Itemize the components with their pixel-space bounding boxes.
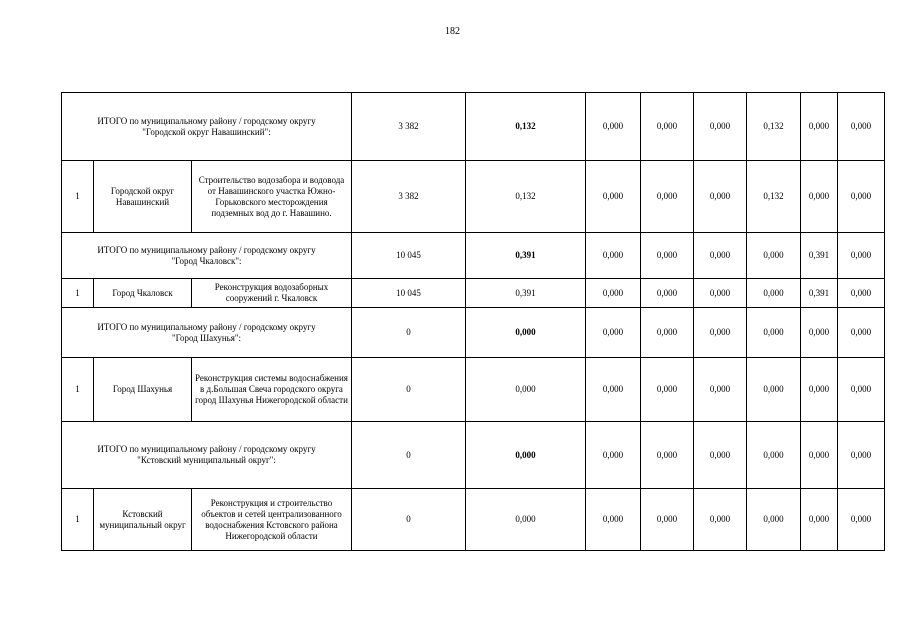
value-cell: 0,000 xyxy=(586,161,641,233)
value-cell: 0,000 xyxy=(747,233,801,279)
total-label: ИТОГО по муниципальному району / городскому округу "Кстовский муниципальный округ": xyxy=(62,422,352,489)
value-cell: 0 xyxy=(352,308,466,358)
value-cell: 0,000 xyxy=(641,308,694,358)
project-name: Строительство водозабора и водовода от Навашинского участка Южно-Горьковского месторождения подземных вод до г. Навашино. xyxy=(192,161,352,233)
value-cell: 0,000 xyxy=(586,308,641,358)
district-name: Кстовский муниципальный округ xyxy=(94,489,192,551)
value-cell: 0,000 xyxy=(694,308,747,358)
value-cell: 0,000 xyxy=(466,489,586,551)
value-cell: 0,000 xyxy=(747,489,801,551)
total-row xyxy=(62,422,885,489)
value-cell: 0,000 xyxy=(838,93,885,161)
value-cell: 0,391 xyxy=(801,233,838,279)
value-cell: 0 xyxy=(352,358,466,422)
value-cell: 0,000 xyxy=(694,93,747,161)
value-cell: 0,132 xyxy=(466,93,586,161)
total-label: ИТОГО по муниципальному району / городскому округу "Город Шахунья": xyxy=(62,308,352,358)
value-cell: 0,000 xyxy=(586,93,641,161)
total-row xyxy=(62,233,885,279)
value-cell: 0,000 xyxy=(838,358,885,422)
project-name: Реконструкция водозаборных сооружений г. Чкаловск xyxy=(192,279,352,308)
value-cell: 0,000 xyxy=(801,489,838,551)
value-cell: 10 045 xyxy=(352,279,466,308)
total-label: ИТОГО по муниципальному району / городскому округу "Городской округ Навашинский": xyxy=(62,93,352,161)
value-cell: 0,000 xyxy=(694,233,747,279)
value-cell: 0,132 xyxy=(747,93,801,161)
value-cell: 0,000 xyxy=(838,422,885,489)
value-cell: 0,000 xyxy=(641,422,694,489)
value-cell: 0,000 xyxy=(838,279,885,308)
district-name: Город Чкаловск xyxy=(94,279,192,308)
value-cell: 0,000 xyxy=(747,279,801,308)
value-cell: 0,000 xyxy=(586,358,641,422)
row-number: 1 xyxy=(62,161,94,233)
item-row xyxy=(62,358,885,422)
row-number: 1 xyxy=(62,279,94,308)
value-cell: 0,000 xyxy=(466,358,586,422)
value-cell: 0,000 xyxy=(641,93,694,161)
value-cell: 0,000 xyxy=(466,422,586,489)
row-number: 1 xyxy=(62,489,94,551)
value-cell: 0,000 xyxy=(641,489,694,551)
value-cell: 0,000 xyxy=(466,308,586,358)
value-cell: 0,000 xyxy=(801,422,838,489)
budget-table xyxy=(61,92,885,551)
total-row xyxy=(62,93,885,161)
project-name: Реконструкция системы водоснабжения в д.Большая Свеча городского округа город Шахунья Нижегородской области xyxy=(192,358,352,422)
value-cell: 0,391 xyxy=(466,279,586,308)
value-cell: 0,000 xyxy=(747,308,801,358)
value-cell: 0,000 xyxy=(641,233,694,279)
district-name: Город Шахунья xyxy=(94,358,192,422)
value-cell: 0,000 xyxy=(641,161,694,233)
value-cell: 0,000 xyxy=(747,422,801,489)
value-cell: 0,000 xyxy=(586,489,641,551)
value-cell: 0 xyxy=(352,489,466,551)
value-cell: 0,000 xyxy=(694,422,747,489)
district-name: Городской округ Навашинский xyxy=(94,161,192,233)
value-cell: 0,000 xyxy=(694,489,747,551)
value-cell: 3 382 xyxy=(352,93,466,161)
value-cell: 0,000 xyxy=(586,422,641,489)
item-row xyxy=(62,489,885,551)
value-cell: 0,000 xyxy=(747,358,801,422)
value-cell: 0,000 xyxy=(838,308,885,358)
value-cell: 0,000 xyxy=(694,358,747,422)
item-row xyxy=(62,161,885,233)
value-cell: 0,000 xyxy=(801,358,838,422)
value-cell: 0,132 xyxy=(747,161,801,233)
value-cell: 0,000 xyxy=(838,489,885,551)
value-cell: 0 xyxy=(352,422,466,489)
page-number: 182 xyxy=(445,26,460,37)
row-number: 1 xyxy=(62,358,94,422)
project-name: Реконструкция и строительство объектов и сетей централизованного водоснабжения Кстовского района Нижегородской области xyxy=(192,489,352,551)
value-cell: 0,391 xyxy=(466,233,586,279)
item-row xyxy=(62,279,885,308)
value-cell: 0,000 xyxy=(801,161,838,233)
value-cell: 0,000 xyxy=(801,93,838,161)
value-cell: 0,000 xyxy=(694,161,747,233)
value-cell: 0,000 xyxy=(586,279,641,308)
value-cell: 3 382 xyxy=(352,161,466,233)
value-cell: 10 045 xyxy=(352,233,466,279)
value-cell: 0,000 xyxy=(694,279,747,308)
value-cell: 0,000 xyxy=(586,233,641,279)
value-cell: 0,132 xyxy=(466,161,586,233)
total-label: ИТОГО по муниципальному району / городскому округу "Город Чкаловск": xyxy=(62,233,352,279)
value-cell: 0,000 xyxy=(641,279,694,308)
value-cell: 0,000 xyxy=(838,161,885,233)
value-cell: 0,000 xyxy=(838,233,885,279)
value-cell: 0,000 xyxy=(641,358,694,422)
value-cell: 0,391 xyxy=(801,279,838,308)
value-cell: 0,000 xyxy=(801,308,838,358)
total-row xyxy=(62,308,885,358)
